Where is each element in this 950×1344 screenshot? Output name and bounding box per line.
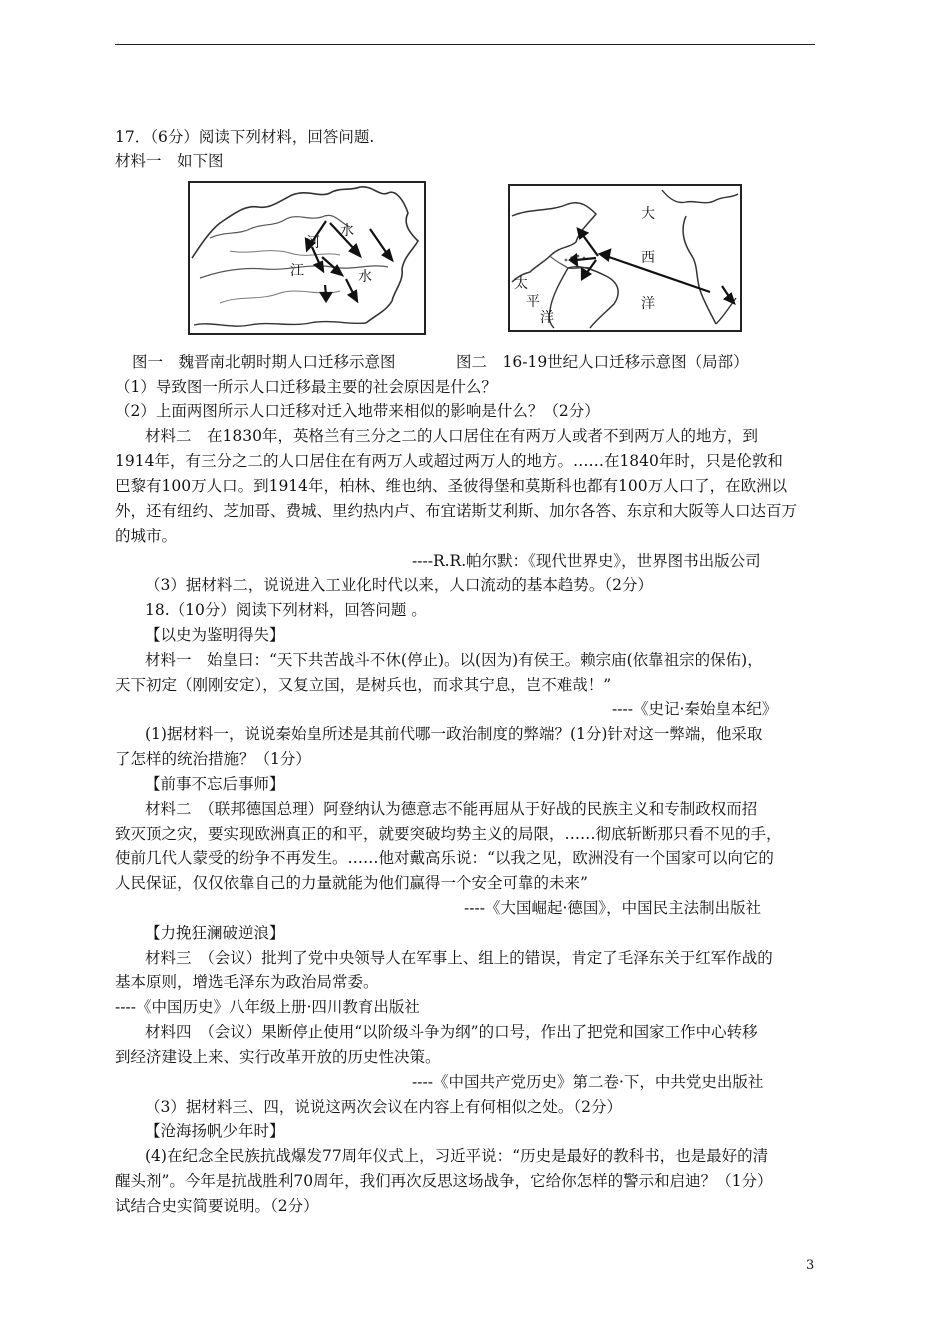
fig2-label-xi: 西 [641, 250, 655, 266]
fig2-label-da: 大 [641, 206, 655, 222]
q18-material2-line4: 人民保证，仅仅依靠自己的力量就能为他们赢得一个安全可靠的未来” [115, 874, 588, 892]
q18-question3: （3）据材料三、四，说说这两次会议在内容上有何相似之处。（2分） [145, 1098, 622, 1116]
q17-material2-line2: 1914年，有三分之二的人口居住在有两万人或超过两万人的地方。……在1840年时，只是伦敦和 [115, 452, 783, 470]
q18-material2-source: ----《大国崛起·德国》，中国民主法制出版社 [464, 899, 762, 917]
figure2-map-drawing [510, 186, 740, 330]
figure2-map [508, 184, 742, 332]
fig2-label-yang1: 洋 [641, 296, 655, 312]
q17-material2-line1: 材料二 在1830年，英格兰有三分之二的人口居住在有两万人或者不到两万人的地方，到 [145, 427, 758, 445]
fig2-label-ping: 平 [526, 294, 540, 310]
q17-question1: （1）导致图一所示人口迁移最主要的社会原因是什么？ [115, 378, 497, 396]
q18-question1-line2: 了怎样的统治措施？（1分） [115, 750, 311, 768]
q18-section2-heading: 【前事不忘后事师】 [145, 775, 285, 793]
q18-material4-source: ----《中国共产党历史》第二卷·下，中共党史出版社 [412, 1073, 764, 1091]
fig2-label-tai: 太 [514, 276, 528, 292]
q18-header: 18.（10分）阅读下列材料，回答问题 。 [145, 601, 427, 619]
q18-question4-line1: (4)在纪念全民族抗战爆发77周年仪式上，习近平说：“历史是最好的教科书，也是最好的清 [145, 1147, 769, 1165]
figure1-map [188, 181, 426, 335]
fig1-caption: 图一 魏晋南北朝时期人口迁移示意图 [132, 353, 396, 371]
q18-material3-line1: 材料三 （会议）批判了党中央领导人在军事上、组上的错误，肯定了毛泽东关于红军作战的 [145, 949, 773, 967]
q18-question4-line2: 醒头剂”。今年是抗战胜利70周年，我们再次反思这场战争，它给你怎样的警示和启迪？（1分） [115, 1172, 773, 1190]
q18-material2-line3: 使前几代人蒙受的纷争不再发生。……他对戴高乐说：“以我之见，欧洲没有一个国家可以向它的 [115, 849, 774, 867]
q17-material2-line4: 外，还有纽约、芝加哥、费城、里约热内卢、布宜诺斯艾利斯、加尔各答、东京和大阪等人口达百万 [115, 502, 798, 520]
q17-header: 17．（6分）阅读下列材料，回答问题. [115, 128, 375, 146]
q18-material3-source: ----《中国历史》八年级上册·四川教育出版社 [115, 998, 420, 1016]
fig1-label-he: 河 [306, 235, 320, 251]
q17-material2-line5: 的城市。 [115, 527, 178, 545]
q17-material1-label: 材料一 如下图 [115, 152, 224, 170]
q18-material4-line1: 材料四 （会议）果断停止使用“以阶级斗争为纲”的口号，作出了把党和国家工作中心转移 [145, 1023, 758, 1041]
q17-question2: （2）上面两图所示人口迁移对迁入地带来相似的影响是什么？（2分） [115, 402, 600, 420]
page-number: 3 [806, 1258, 815, 1273]
q18-section3-heading: 【力挽狂澜破逆浪】 [145, 924, 285, 942]
q18-material1-line2: 天下初定（刚刚安定），又复立国，是树兵也，而求其宁息，岂不难哉！” [115, 676, 612, 694]
q18-material3-line2: 基本原则，增选毛泽东为政治局常委。 [115, 973, 379, 991]
q18-question1-line1: (1)据材料一，说说秦始皇所述是其前代哪一政治制度的弊端？(1分)针对这一弊端，他采取 [145, 725, 763, 743]
q18-material2-line2: 致灭顶之灾，要实现欧洲真正的和平，就要突破均势主义的局限，……彻底斩断那只看不见的手， [115, 825, 782, 843]
q18-section4-heading: 【沧海扬帆少年时】 [145, 1122, 285, 1140]
fig2-label-yang2: 洋 [540, 310, 554, 326]
q18-question4-line3: 试结合史实简要说明。（2分） [115, 1197, 319, 1215]
fig2-caption: 图二 16-19世纪人口迁移示意图（局部） [456, 353, 749, 371]
fig1-label-shui2: 水 [358, 269, 372, 285]
q18-material1-source: ----《史记·秦始皇本纪》 [612, 700, 778, 718]
q18-material2-line1: 材料二 （联邦德国总理）阿登纳认为德意志不能再屈从于好战的民族主义和专制政权而招 [145, 800, 758, 818]
q18-material4-line2: 到经济建设上来、实行改革开放的历史性决策。 [115, 1048, 441, 1066]
fig1-label-jiang: 江 [290, 263, 304, 279]
fig1-label-shui1: 水 [340, 223, 354, 239]
header-rule [115, 44, 815, 45]
q17-question3: （3）据材料二，说说进入工业化时代以来，人口流动的基本趋势。（2分） [145, 576, 653, 594]
q17-material2-line3: 巴黎有100万人口。到1914年，柏林、维也纳、圣彼得堡和莫斯科也都有100万人口了，在欧洲以 [115, 477, 788, 495]
q18-section1-heading: 【以史为鉴明得失】 [145, 626, 285, 644]
q17-material2-source: ----R.R.帕尔默：《现代世界史》，世界图书出版公司 [412, 552, 761, 570]
figure1-map-drawing [190, 183, 424, 333]
q18-material1-line1: 材料一 始皇曰：“天下共苦战斗不休(停止)。以(因为)有侯王。赖宗庙(依靠祖宗的保佑)， [145, 651, 763, 669]
